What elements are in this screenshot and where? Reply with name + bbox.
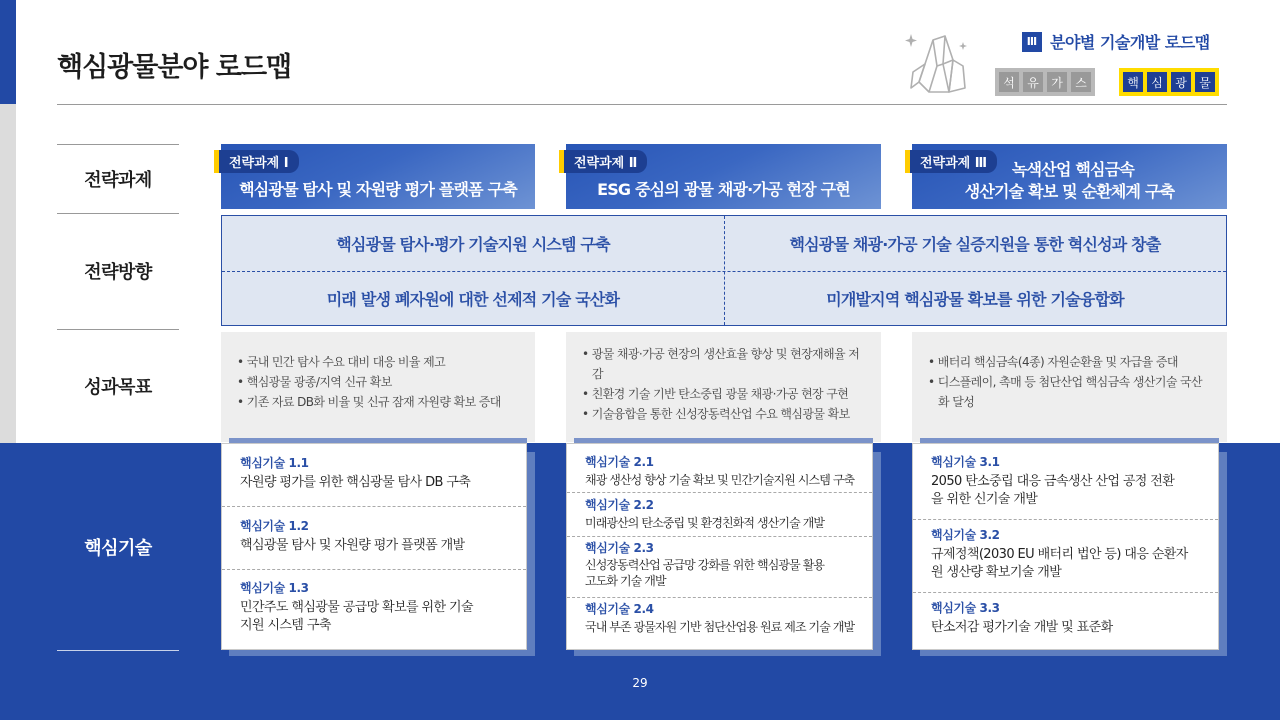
tech-item [567,540,872,589]
tech-item [222,455,526,492]
tech-item [222,518,526,555]
tech-number: 핵심기술 1.3 [240,581,309,595]
task-title: 핵심광물 탐사 및 자원량 평가 플랫폼 구축 [239,180,517,199]
tech-text: 2050 탄소중립 대응 금속생산 산업 공정 전환을 위한 신기술 개발 [931,474,1175,507]
row-label-tasks: 전략과제 [84,169,152,191]
goal-item: • 국내 민간 탐사 수요 대비 대응 비율 제고 [237,352,521,372]
category-char: 스 [1071,72,1091,92]
tech-box-3 [912,443,1219,650]
goal-item: • 기술융합을 통한 신성장동력산업 수요 핵심광물 확보 [582,404,867,424]
section-title: 분야별 기술개발 로드맵 [1050,33,1210,52]
goal-item: • 친환경 기술 기반 탄소중립 광물 채광·가공 현장 구현 [582,384,867,404]
tech-box-1 [221,443,527,650]
category-critical-minerals [1119,68,1219,96]
tech-item [913,454,1218,509]
goal-item: • 배터리 핵심금속(4종) 자원순환율 및 자급율 증대 [928,352,1213,372]
category-oil-gas [995,68,1095,96]
tech-item [567,497,872,532]
crystal-icon [903,30,973,100]
directions-grid [221,215,1227,326]
tech-number: 핵심기술 1.2 [240,519,309,533]
category-char: 석 [999,72,1019,92]
category-char: 광 [1171,72,1191,92]
task-card-3 [912,144,1227,209]
category-char: 심 [1147,72,1167,92]
task-title-line2: 생산기술 확보 및 순환체계 구축 [964,182,1175,201]
task-title: ESG 중심의 광물 채광·가공 현장 구현 [597,180,850,199]
goal-item: • 광물 채광·가공 현장의 생산효율 향상 및 현장재해율 저감 [582,344,867,384]
goal-box-1 [221,332,535,442]
tech-number: 핵심기술 2.4 [585,602,654,616]
tech-text: 미래광산의 탄소중립 및 환경친화적 생산기술 개발 [585,516,825,530]
dashed-divider [567,597,872,598]
tech-text: 탄소저감 평가기술 개발 및 표준화 [931,620,1113,635]
tech-number: 핵심기술 3.1 [931,455,1000,469]
row-label-directions: 전략방향 [84,262,152,283]
tech-number: 핵심기술 3.2 [931,528,1000,542]
dashed-divider [222,569,526,570]
goal-box-2 [566,332,881,442]
tech-item [913,527,1218,582]
tech-number: 핵심기술 2.3 [585,541,654,555]
dashed-divider [567,492,872,493]
direction-item: 핵심광물 채광·가공 기술 실증지원을 통한 혁신성과 창출 [789,235,1161,254]
task-tag: 전략과제 Ⅰ [214,150,299,173]
tech-text: 신성장동력산업 공급망 강화를 위한 핵심광물 활용 고도화 기술 개발 [585,558,825,588]
tech-item [222,580,526,635]
goal-item: • 디스플레이, 촉매 등 첨단산업 핵심금속 생산기술 국산화 달성 [928,372,1213,412]
goal-box-3 [912,332,1227,442]
tech-text: 자원량 평가를 위한 핵심광물 탐사 DB 구축 [240,475,471,490]
category-char: 유 [1023,72,1043,92]
task-card-2 [566,144,881,209]
section-number-badge: Ⅲ [1022,32,1042,52]
task-tag: 전략과제 Ⅲ [905,150,997,173]
task-tag: 전략과제 Ⅱ [559,150,647,173]
direction-item: 미래 발생 폐자원에 대한 선제적 기술 국산화 [326,290,620,309]
tech-text: 채광 생산성 향상 기술 확보 및 민간기술지원 시스템 구축 [585,473,855,487]
title-divider [57,104,1227,105]
tech-number: 핵심기술 3.3 [931,601,1000,615]
page-title: 핵심광물분야 로드맵 [57,52,292,83]
dashed-divider [222,506,526,507]
goal-item: • 기존 자료 DB화 비율 및 신규 잠재 자원량 확보 증대 [237,392,521,412]
page-number: 29 [632,676,648,690]
tech-item [913,600,1218,637]
tech-item [567,601,872,636]
tech-text: 핵심광물 탐사 및 자원량 평가 플랫폼 개발 [240,538,465,553]
row-divider [57,650,179,651]
accent-strip-blue [0,0,16,104]
tech-text: 국내 부존 광물자원 기반 첨단산업용 원료 제조 기술 개발 [585,620,855,634]
tech-number: 핵심기술 2.1 [585,455,654,469]
accent-strip-grey [0,104,16,443]
tech-box-2 [566,443,873,650]
task-title-line1: 녹색산업 핵심금속 [1012,160,1135,179]
tech-text: 민간주도 핵심광물 공급망 확보를 위한 기술 지원 시스템 구축 [240,600,473,633]
category-char: 물 [1195,72,1215,92]
task-card-1 [221,144,535,209]
dashed-divider [913,592,1218,593]
row-label-tech: 핵심기술 [84,537,152,559]
tech-text: 규제정책(2030 EU 배터리 법안 등) 대응 순환자원 생산량 확보기술 개발 [931,547,1188,580]
direction-item: 핵심광물 탐사·평가 기술지원 시스템 구축 [336,235,610,254]
dashed-divider [567,536,872,537]
category-char: 핵 [1123,72,1143,92]
category-char: 가 [1047,72,1067,92]
section-indicator [1022,30,1210,53]
dashed-divider [913,519,1218,520]
goal-item: • 핵심광물 광종/지역 신규 확보 [237,372,521,392]
tech-number: 핵심기술 2.2 [585,498,654,512]
tech-number: 핵심기술 1.1 [240,456,309,470]
task-title [912,159,1227,203]
direction-item: 미개발지역 핵심광물 확보를 위한 기술융합화 [826,290,1124,309]
row-label-goals: 성과목표 [84,377,152,398]
tech-item [567,454,872,489]
